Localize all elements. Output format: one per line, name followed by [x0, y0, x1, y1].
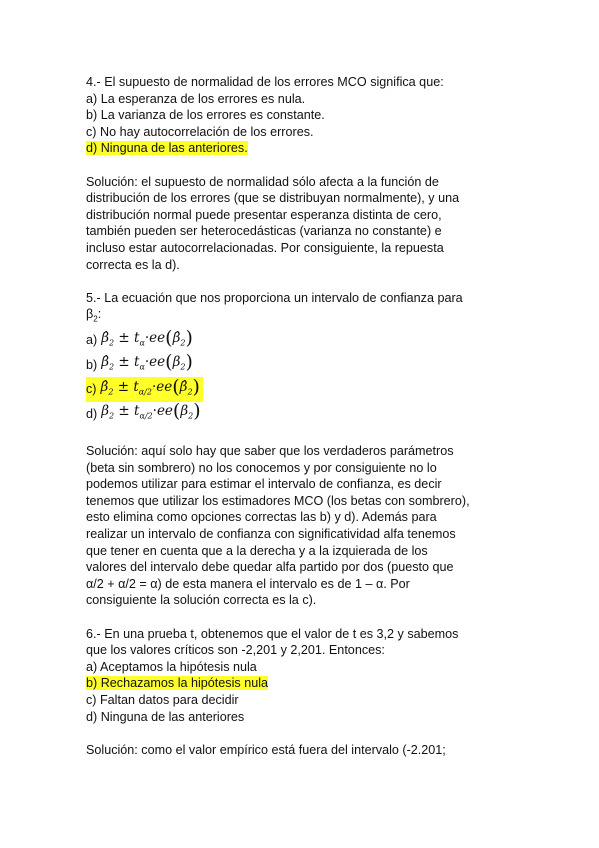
q5-solution-line: podemos utilizar para estimar el intervalo de confianza, es decir [86, 477, 442, 492]
q6-solution-line: Solución: como el valor empírico está fuera del intervalo (-2.201; [86, 742, 446, 757]
q5-solution-line: consiguiente la solución correcta es la c). [86, 593, 317, 608]
q4-solution-line: distribución normal puede presentar esperanza distinta de cero, [86, 207, 442, 222]
q4-solution-line: correcta es la d). [86, 257, 180, 272]
q5-option-c-correct: c) $\betâ_2$ ± $t_{\alpha/2}\cdot ee(\betâ_2)$ [86, 377, 203, 402]
q5-solution-line: esto elimina como opciones correctas las b) y d). Además para [86, 510, 437, 525]
q4-solution-line: Solución: el supuesto de normalidad sólo afecta a la función de [86, 174, 439, 189]
q5-solution-line: tenemos que utilizar los estimadores MCO (los betas con sombrero), [86, 493, 470, 508]
q4-solution-line: incluso estar autocorrelacionadas. Por consiguiente, la repuesta [86, 240, 444, 255]
q5-solution-line: valores del intervalo debe quedar alfa partido por dos (puesto que [86, 560, 454, 575]
q4-option-c: c) No hay autocorrelación de los errores. [86, 124, 314, 139]
q5-solution [86, 443, 514, 609]
q4-solution-line: distribución de los errores (que se distribuyan normalmente), y una [86, 191, 460, 206]
q4-option-a: a) La esperanza de los errores es nula. [86, 91, 306, 106]
q4-question: 4.- El supuesto de normalidad de los errores MCO significa que: [86, 75, 444, 89]
q5-question: 5.- La ecuación que nos proporciona un intervalo de confianza para [86, 290, 463, 305]
q6-option-a: a) Aceptamos la hipótesis nula [86, 659, 257, 674]
q4-option-d-correct: d) Ninguna de las anteriores. [86, 141, 248, 156]
q5-solution-line: (beta sin sombrero) no los conocemos y por consiguiente no lo [86, 460, 437, 475]
q6-question-line: 6.- En una prueba t, obtenemos que el valor de t es 3,2 y sabemos [86, 626, 459, 641]
q6-question-line: que los valores críticos son -2,201 y 2,201. Entonces: [86, 643, 385, 658]
q5-solution-line: realizar un intervalo de confianza con significatividad alfa tenemos [86, 526, 456, 541]
q6-option-d: d) Ninguna de las anteriores [86, 709, 245, 724]
q4-option-b: b) La varianza de los errores es constante. [86, 108, 325, 123]
q5-solution-line: α/2 + α/2 = α) de esta manera el intervalo es de 1 – α. Por [86, 576, 410, 591]
q4-solution [86, 174, 514, 274]
q5-question-symbol: $\beta_2$: [86, 307, 102, 324]
q4-solution-line: también pueden ser heterocedásticas (varianza no constante) e [86, 224, 442, 239]
q5-option-d: d) $\beta_2 \pm t_{\alpha/2}\cdot ee(\beta_2)$ [86, 400, 201, 423]
q5-option-b: b) $\betâ_2 \pm t_\alpha\cdot ee(\beta_2)$ [86, 351, 193, 374]
page-content [86, 74, 514, 758]
q5-option-a: a) $\betâ_2$ ± $t_\alpha\cdot ee(\betâ_2)$ [86, 326, 193, 349]
q6-option-b-correct: b) Rechazamos la hipótesis nula [86, 676, 269, 691]
q6-option-c: c) Faltan datos para decidir [86, 692, 239, 707]
q5-solution-line: Solución: aquí solo hay que saber que los verdaderos parámetros [86, 444, 454, 459]
q5-solution-line: que tener en cuenta que a la derecha y a la izquierada de los [86, 543, 428, 558]
